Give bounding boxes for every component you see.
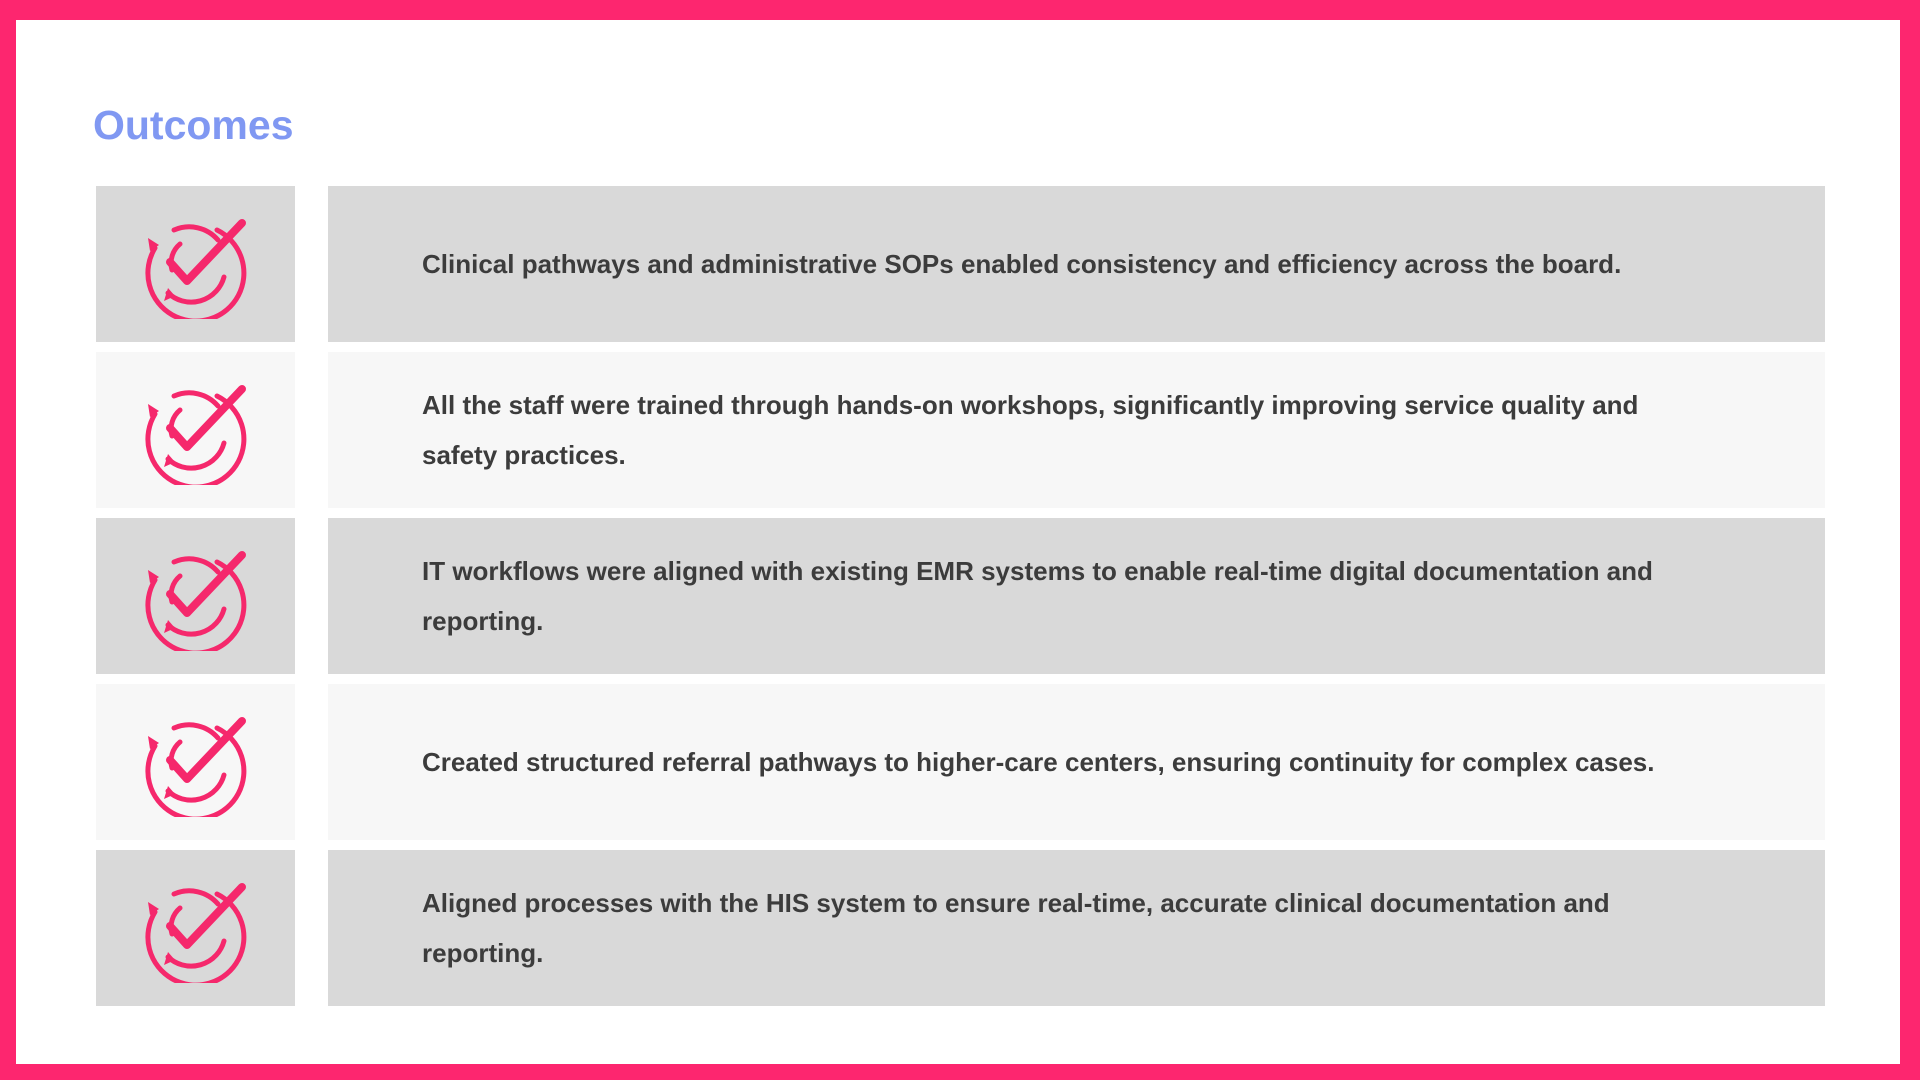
outcome-text: All the staff were trained through hands-on workshops, significantly improving service quality and safety practices. bbox=[422, 390, 1639, 470]
outcome-text: IT workflows were aligned with existing EMR systems to enable real-time digital documentation and reporting. bbox=[422, 556, 1653, 636]
outcome-row bbox=[96, 352, 1825, 508]
outcome-row bbox=[96, 850, 1825, 1006]
outcome-icon-cell bbox=[96, 352, 295, 508]
outcome-icon-cell bbox=[96, 518, 295, 674]
check-cycle-icon bbox=[136, 873, 256, 983]
outcome-icon-cell bbox=[96, 186, 295, 342]
outcome-text: Aligned processes with the HIS system to ensure real-time, accurate clinical documentation and reporting. bbox=[422, 888, 1610, 968]
outcome-text-cell bbox=[328, 850, 1825, 1006]
outcome-text: Clinical pathways and administrative SOPs enabled consistency and efficiency across the board. bbox=[422, 249, 1622, 279]
check-cycle-icon bbox=[136, 707, 256, 817]
outcome-row bbox=[96, 518, 1825, 674]
outcome-text-cell bbox=[328, 186, 1825, 342]
outcome-text-cell bbox=[328, 352, 1825, 508]
outcome-icon-cell bbox=[96, 850, 295, 1006]
outcome-text-cell bbox=[328, 684, 1825, 840]
outcome-text: Created structured referral pathways to higher-care centers, ensuring continuity for complex cases. bbox=[422, 747, 1655, 777]
check-cycle-icon bbox=[136, 375, 256, 485]
outcome-row bbox=[96, 186, 1825, 342]
outcome-text-cell bbox=[328, 518, 1825, 674]
page-title: Outcomes bbox=[93, 102, 294, 148]
check-cycle-icon bbox=[136, 209, 256, 319]
outcome-row bbox=[96, 684, 1825, 840]
outcome-icon-cell bbox=[96, 684, 295, 840]
check-cycle-icon bbox=[136, 541, 256, 651]
